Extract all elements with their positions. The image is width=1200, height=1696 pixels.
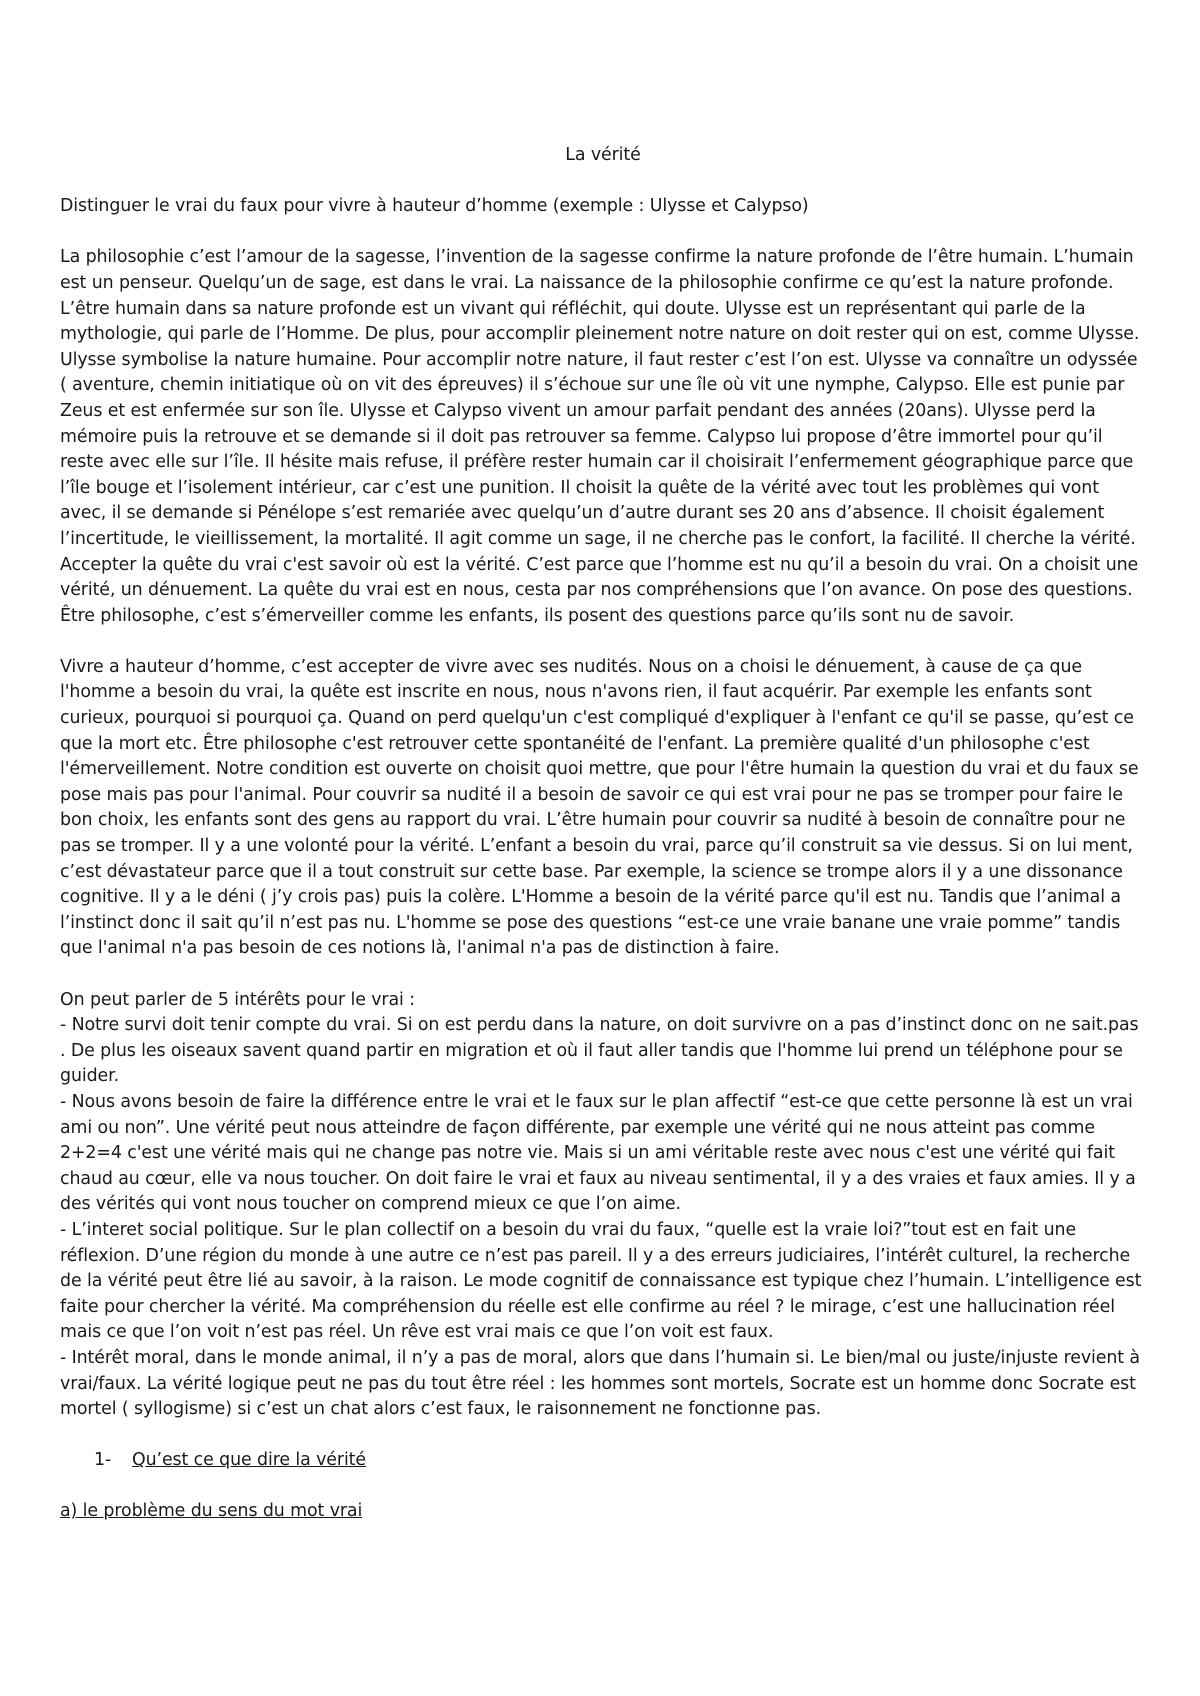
document-page <box>60 143 1146 1525</box>
document-subtitle: Distinguer le vrai du faux pour vivre à hauteur d’homme (exemple : Ulysse et Calypso) <box>60 196 809 217</box>
subsection-heading-a: a) le problème du sens du mot vrai <box>60 1501 363 1522</box>
interest-item-moral: - Intérêt moral, dans le monde animal, il n’y a pas de moral, alors que dans l’humain si. Le bien/mal ou juste/injuste revient à vrai/faux. La vérité logique peut ne pas du tout être réel : les hommes sont mortels, Socrate est un homme donc Socrate est mortel ( syllogisme) si c’est un chat alors c’est faux, le raisonnement ne fonctionne pas. <box>60 1347 1140 1420</box>
document-title: La vérité <box>565 145 641 165</box>
interests-section <box>60 988 1146 1423</box>
paragraph-nudite: Vivre a hauteur d’homme, c’est accepter de vivre avec ses nudités. Nous on a choisi le dénuement, à cause de ça que l'homme a besoin du vrai, la quête est inscrite en nous, nous n'avons rien, il faut acquérir. Par exemple les enfants sont curieux, pourquoi si pourquoi ça. Quand on perd quelqu'un c'est compliqué d'expliquer à l'enfant ce qu'il se passe, qu’est ce que la mort etc. Être philosophe c'est retrouver cette spontanéité de l'enfant. La première qualité d'un philosophe c'est l'émerveillement. Notre condition est ouverte on choisit quoi mettre, que pour l'être humain la question du vrai et du faux se pose mais pas pour l'animal. Pour couvrir sa nudité il a besoin de savoir ce qui est vrai pour ne pas se tromper pour faire le bon choix, les enfants sont des gens au rapport du vrai. L’être humain pour couvrir sa nudité à besoin de connaître pour ne pas se tromper. Il y a une volonté pour la vérité. L’enfant a besoin du vrai, parce qu’il construit sa vie dessus. Si on lui ment, c’est dévastateur parce que il a tout construit sur cette base. Par exemple, la science se trompe alors il y a une dissonance cognitive. Il y a le déni ( j’y crois pas) puis la colère. L'Homme a besoin de la vérité parce qu'il est nu. Tandis que l’animal a l’instinct donc il sait qu’il n’est pas nu. L'homme se pose des questions “est-ce une vraie banane une vraie pomme” tandis que l'animal n'a pas besoin de ces notions là, l'animal n'a pas de distinction à faire. <box>60 656 1139 959</box>
section-heading-number: 1- <box>94 1450 112 1471</box>
paragraph-ulysse: La philosophie c’est l’amour de la sagesse, l’invention de la sagesse confirme la nature profonde de l’être humain. L’humain est un penseur. Quelqu’un de sage, est dans le vrai. La naissance de la philosophie confirme ce qu’est la nature profonde. L’être humain dans sa nature profonde est un vivant qui réfléchit, qui doute. Ulysse est un représentant qui parle de la mythologie, qui parle de l’Homme. De plus, pour accomplir pleinement notre nature on doit rester qui on est, comme Ulysse. Ulysse symbolise la nature humaine. Pour accomplir notre nature, il faut rester c’est l’on est. Ulysse va connaître un odyssée ( aventure, chemin initiatique où on vit des épreuves) il s’échoue sur une île où vit une nymphe, Calypso. Elle est punie par Zeus et est enfermée sur son île. Ulysse et Calypso vivent un amour parfait pendant des années (20ans). Ulysse perd la mémoire puis la retrouve et se demande si il doit pas retrouver sa femme. Calypso lui propose d’être immortel pour qu’il reste avec elle sur l’île. Il hésite mais refuse, il préfère rester humain car il choisirait l’enfermement géographique parce que l’île bouge et l’isolement intérieur, car c’est une punition. Il choisit la quête de la vérité avec tout les problèmes qui vont avec, il se demande si Pénélope s’est remariée avec quelqu’un d’autre durant ses 20 ans d’absence. Il choisit également l’incertitude, le vieillissement, la mortalité. Il agit comme un sage, il ne cherche pas le confort, la facilité. Il cherche la vérité. Accepter la quête du vrai c'est savoir où est la vérité. C’est parce que l’homme est nu qu’il a besoin du vrai. On a choisit une vérité, un dénuement. La quête du vrai est en nous, cesta par nos compréhensions que l’on avance. On pose des questions. Être philosophe, c’est s’émerveiller comme les enfants, ils posent des questions parce qu’ils sont nu de savoir. <box>60 247 1140 626</box>
section-heading-text: Qu’est ce que dire la vérité <box>132 1450 366 1471</box>
interest-item-survie: - Notre survi doit tenir compte du vrai. Si on est perdu dans la nature, on doit survivre on a pas d’instinct donc on ne sait.pas . De plus les oiseaux savent quand partir en migration et où il faut aller tandis que l'homme lui prend un téléphone pour se guider. <box>60 1015 1139 1087</box>
interest-item-social-politique: - L’interet social politique. Sur le plan collectif on a besoin du vrai du faux, “quelle est la vraie loi?”tout est en fait une réflexion. D’une région du monde à une autre ce n’est pas pareil. Il y a des erreurs judiciaires, l’intérêt culturel, la recherche de la vérité peut être lié au savoir, à la raison. Le mode cognitif de connaissance est typique chez l’humain. L’intelligence est faite pour chercher la vérité. Ma compréhension du réelle est elle confirme au réel ? le mirage, c’est une hallucination réel mais ce que l’on voit n’est pas réel. Un rêve est vrai mais ce que l’on voit est faux. <box>60 1219 1142 1343</box>
interest-item-affectif: - Nous avons besoin de faire la différence entre le vrai et le faux sur le plan affectif “est-ce que cette personne là est un vrai ami ou non”. Une vérité peut nous atteindre de façon différente, par exemple une vérité qui ne nous atteint pas comme 2+2=4 c'est une vérité mais qui ne change pas notre vie. Mais si un ami véritable reste avec nous c'est une vérité qui fait chaud au cœur, elle va nous toucher. On doit faire le vrai et faux au niveau sentimental, il y a des vraies et faux amies. Il y a des vérités qui vont nous toucher on comprend mieux ce que l’on aime. <box>60 1091 1136 1215</box>
interests-intro: On peut parler de 5 intérêts pour le vrai : <box>60 989 415 1010</box>
section-heading-1 <box>60 1448 1146 1474</box>
